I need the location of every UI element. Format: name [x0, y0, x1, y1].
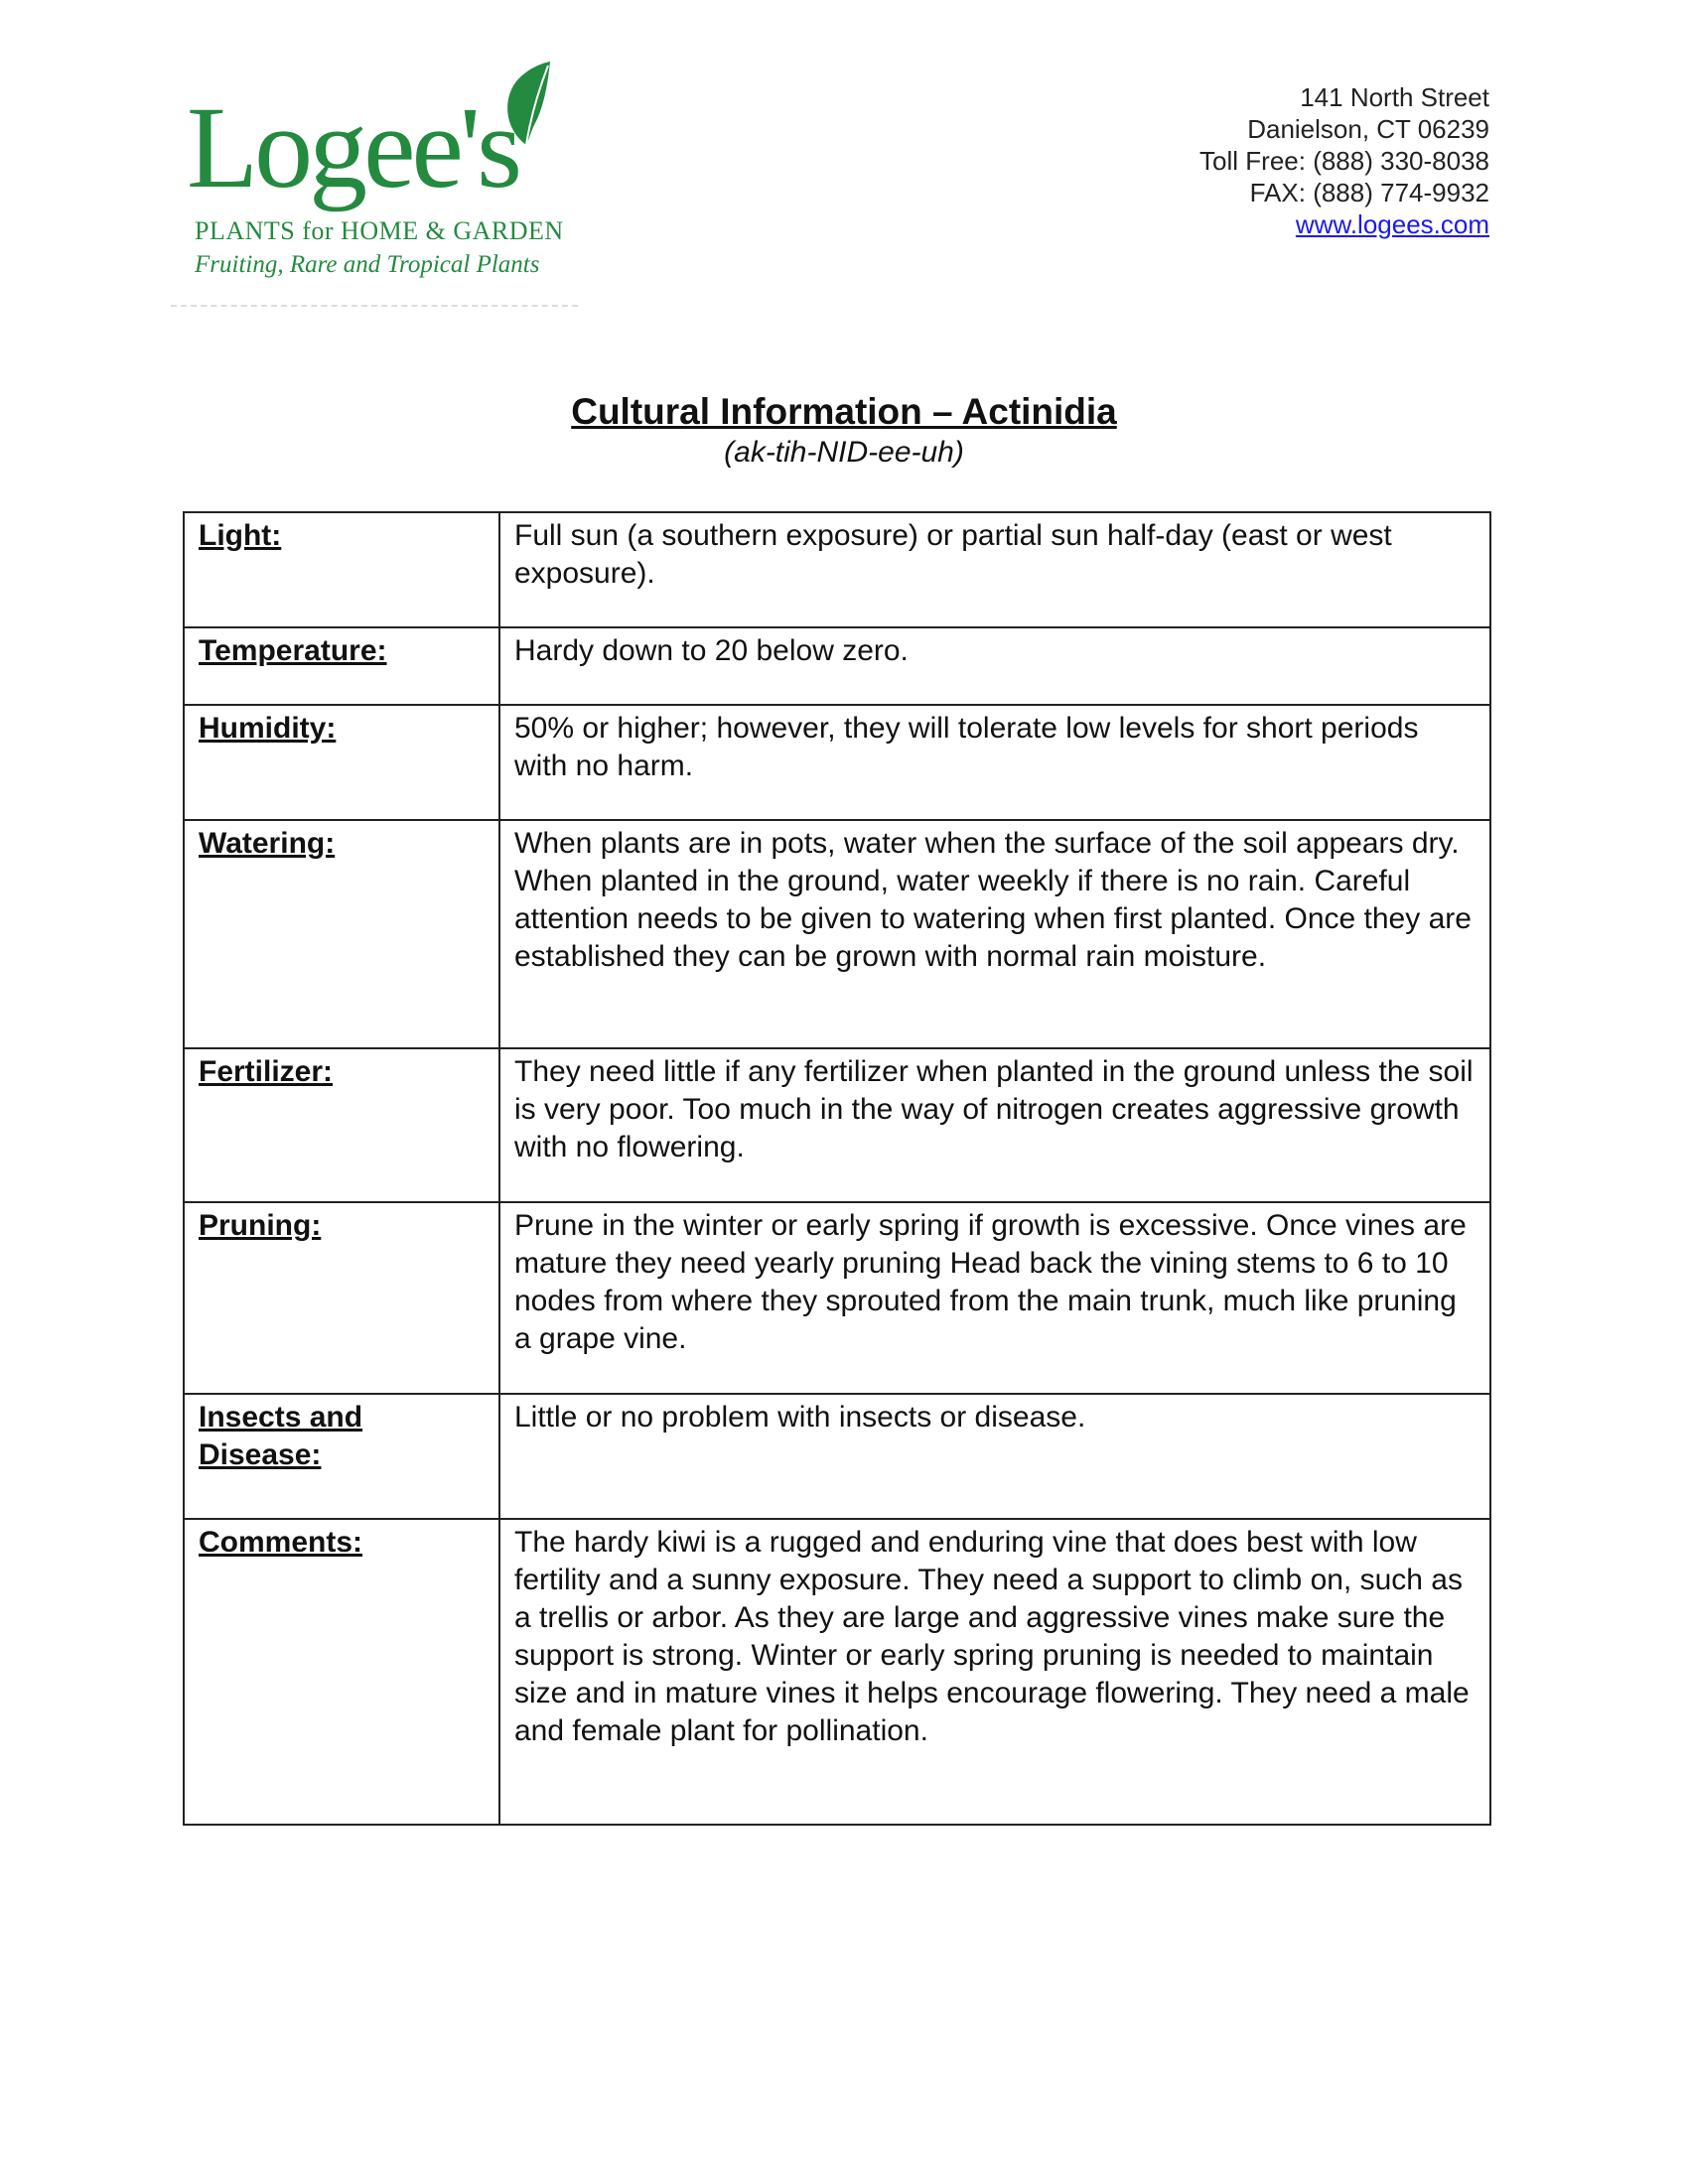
- care-table: [183, 511, 1491, 1826]
- logo-tagline-primary: PLANTS for HOME & GARDEN: [195, 216, 564, 245]
- row-label: Watering:: [184, 820, 499, 1048]
- table-row: [184, 820, 1490, 1048]
- row-value: Prune in the winter or early spring if growth is excessive. Once vines are mature they need yearly pruning Head back the vining stems to 6 to 10 nodes from where they sprouted from the main trunk, much like pruning a grape vine.: [499, 1202, 1490, 1394]
- address-city: Danielson, CT 06239: [1247, 114, 1489, 144]
- logo-tagline-secondary: Fruiting, Rare and Tropical Plants: [195, 251, 540, 278]
- page-title: Cultural Information – Actinidia: [571, 391, 1117, 432]
- table-row: [184, 1202, 1490, 1394]
- table-row: [184, 705, 1490, 820]
- contact-address: [1199, 81, 1489, 240]
- row-label: Comments:: [184, 1519, 499, 1825]
- website-link[interactable]: www.logees.com: [1295, 209, 1489, 239]
- table-row: [184, 627, 1490, 705]
- company-logo: [167, 60, 584, 313]
- row-label: Humidity:: [184, 705, 499, 820]
- table-row: [184, 1048, 1490, 1202]
- row-value: Hardy down to 20 below zero.: [499, 627, 1490, 705]
- table-row: [184, 512, 1490, 627]
- logo-divider: [171, 305, 578, 307]
- row-value: Little or no problem with insects or disease.: [499, 1394, 1490, 1519]
- pronunciation: (ak-tih-NID-ee-uh): [724, 436, 964, 469]
- logo-wordmark: Logee's: [187, 82, 519, 212]
- row-label: Temperature:: [184, 627, 499, 705]
- address-street: 141 North Street: [1300, 82, 1489, 112]
- row-value: Full sun (a southern exposure) or partial sun half-day (east or west exposure).: [499, 512, 1490, 627]
- row-label: Light:: [184, 512, 499, 627]
- row-label: Insects and Disease:: [184, 1394, 499, 1519]
- row-value: When plants are in pots, water when the surface of the soil appears dry. When planted in the ground, water weekly if there is no rain. Careful attention needs to be given to watering when first planted. Once they are established they can be grown with normal rain moisture.: [499, 820, 1490, 1048]
- table-row: [184, 1519, 1490, 1825]
- address-fax: FAX: (888) 774-9932: [1249, 178, 1489, 207]
- row-label: Pruning:: [184, 1202, 499, 1394]
- table-row: [184, 1394, 1490, 1519]
- address-toll-free: Toll Free: (888) 330-8038: [1199, 146, 1489, 176]
- row-value: 50% or higher; however, they will tolerate low levels for short periods with no harm.: [499, 705, 1490, 820]
- row-value: The hardy kiwi is a rugged and enduring vine that does best with low fertility and a sunny exposure. They need a support to climb on, such as a trellis or arbor. As they are large and aggressive vines make sure the support is strong. Winter or early spring pruning is needed to maintain size and in mature vines it helps encourage flowering. They need a male and female plant for pollination.: [499, 1519, 1490, 1825]
- row-label: Fertilizer:: [184, 1048, 499, 1202]
- document-header: [0, 390, 1688, 472]
- row-value: They need little if any fertilizer when planted in the ground unless the soil is very poor. Too much in the way of nitrogen creates aggressive growth with no flowering.: [499, 1048, 1490, 1202]
